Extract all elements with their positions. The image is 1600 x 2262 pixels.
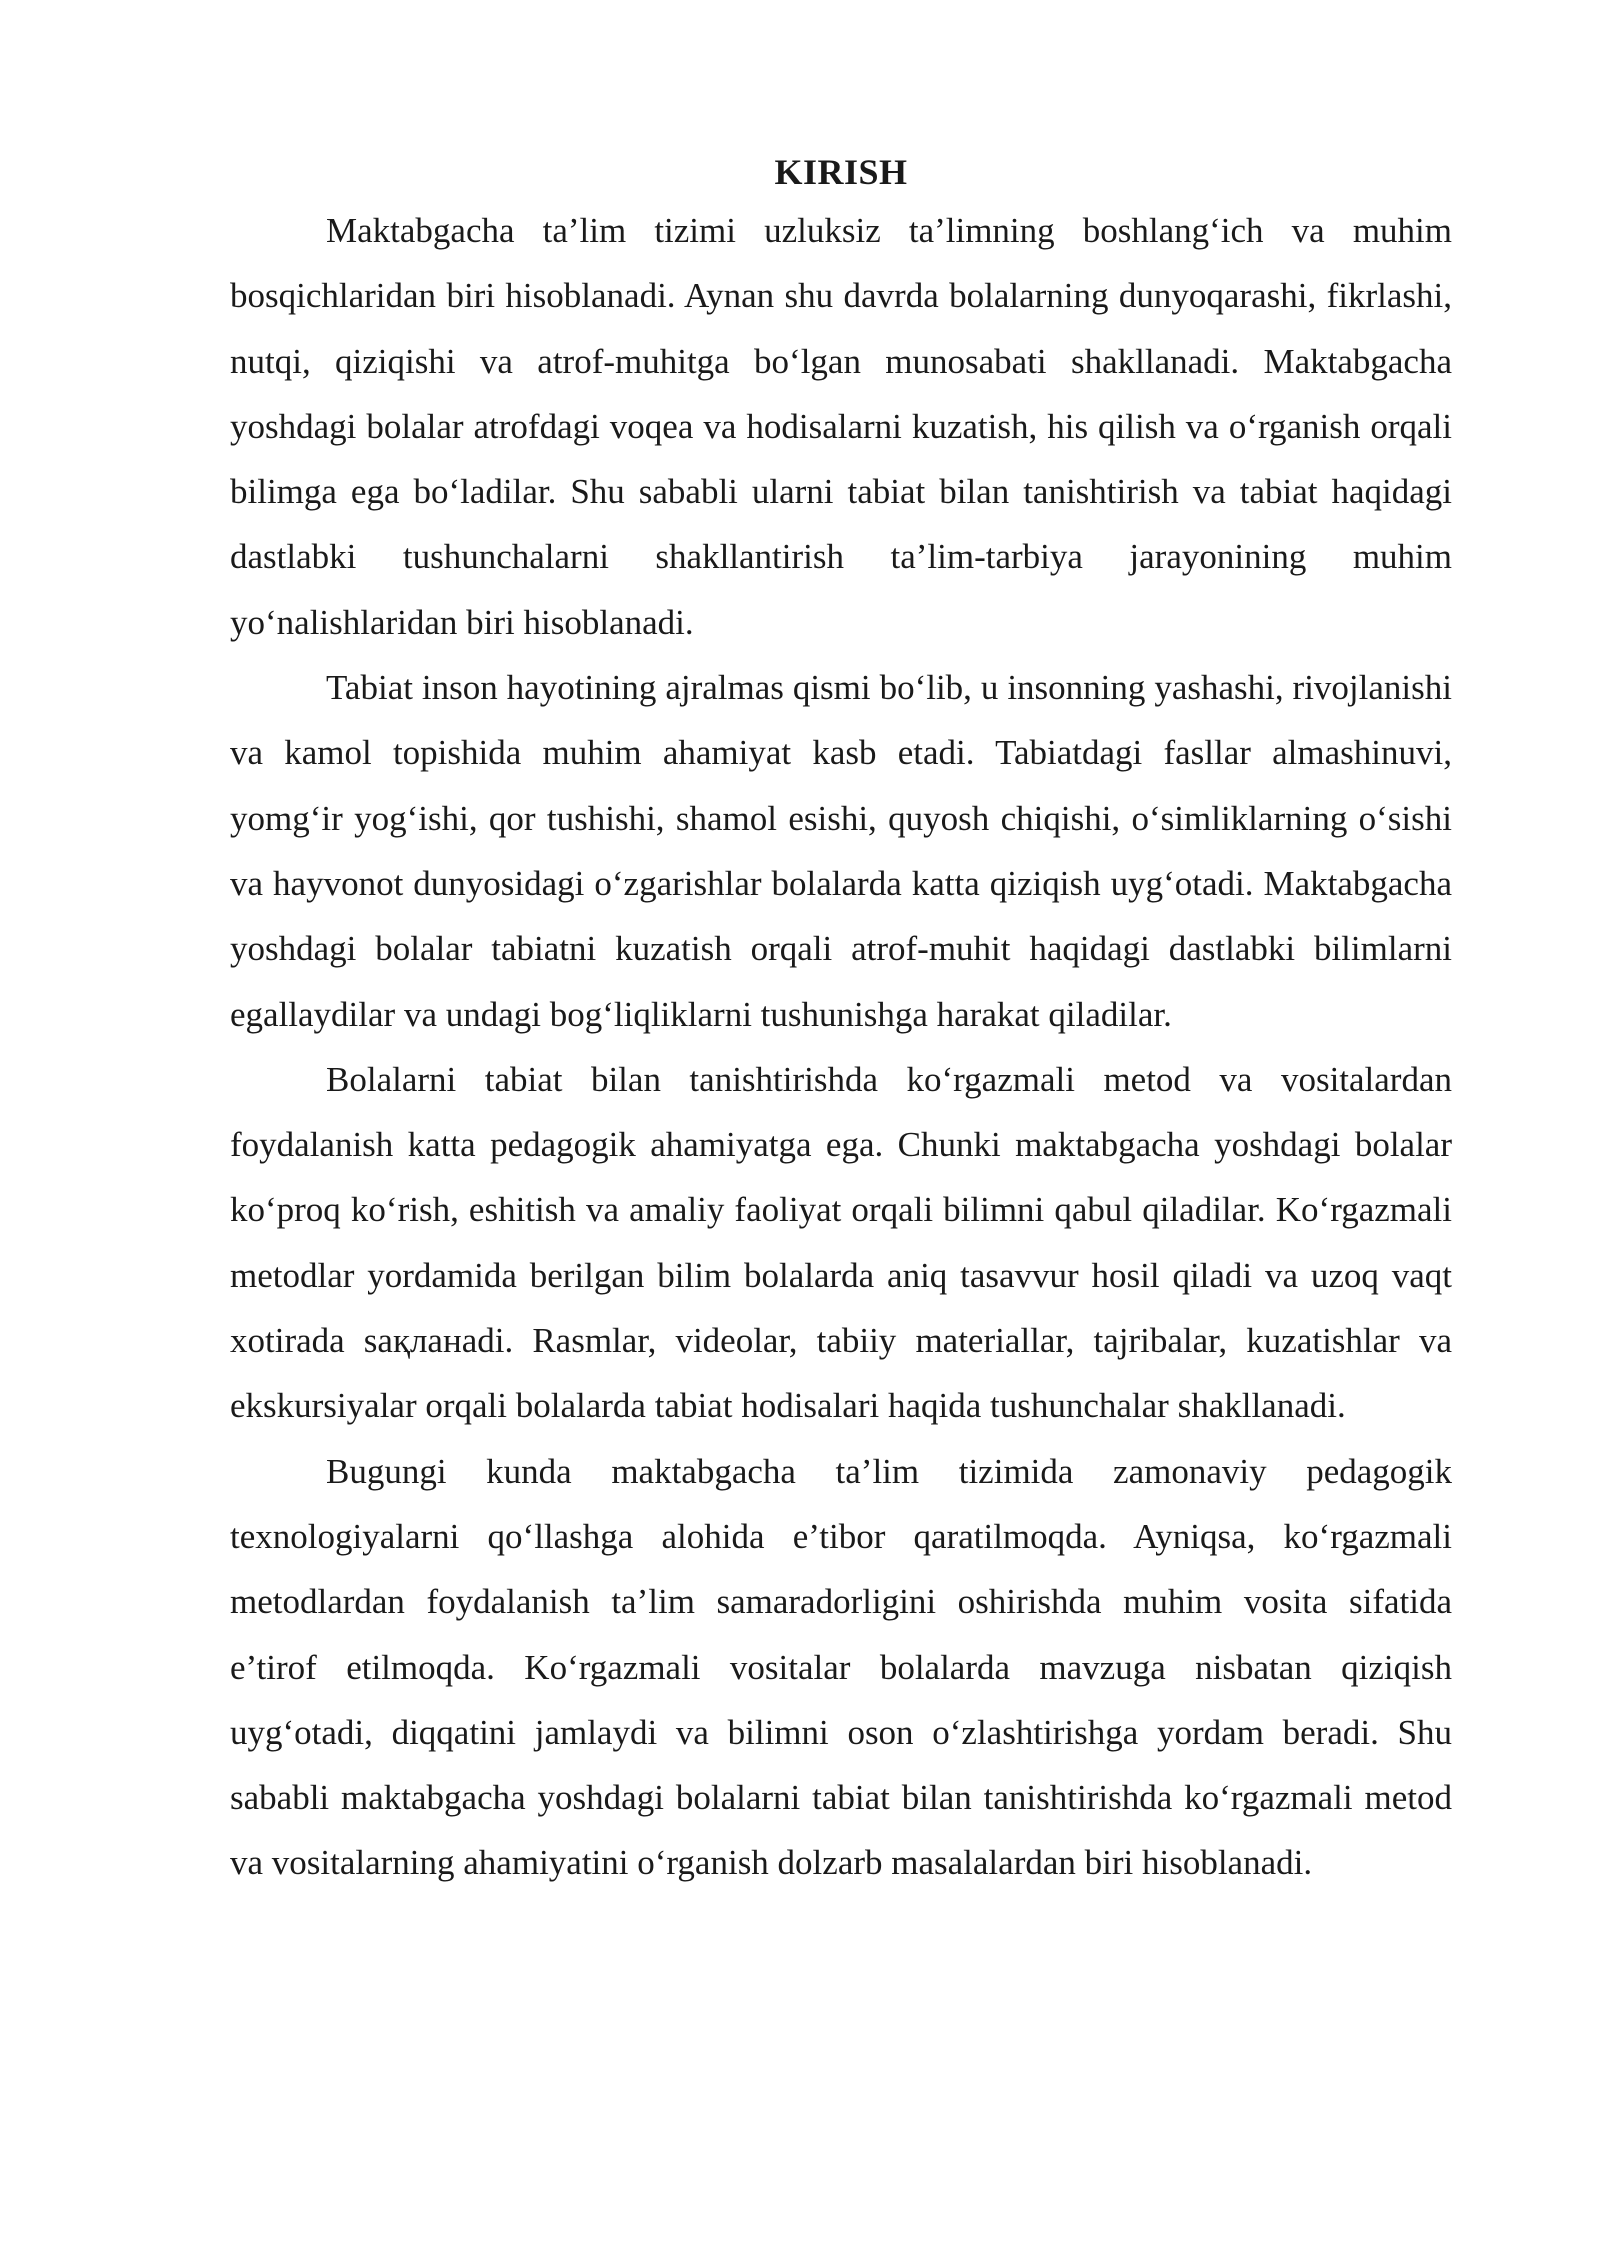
page-title: KIRISH [774,152,908,192]
paragraph-3: Bolalarni tabiat bilan tanishtirishda ko‘rgazmali metod va vositalardan foydalanish katta pedagogik ahamiyatga ega. Chunki maktabgacha yoshdagi bolalar ko‘proq ko‘rish, eshitish va amaliy faoliyat orqali bilimni qabul qiladilar. Ko‘rgazmali metodlar yordamida berilgan bilim bolalarda aniq tasavvur hosil qiladi va uzoq vaqt xotirada saқланadi. Rasmlar, videolar, tabiiy materiallar, tajribalar, kuzatishlar va ekskursiyalar orqali bolalarda tabiat hodisalari haqida tushunchalar shakllanadi. [230,1059,1452,1426]
paragraph-4: Bugungi kunda maktabgacha ta’lim tizimida zamonaviy pedagogik texnologiyalarni qo‘llashga alohida e’tibor qaratilmoqda. Ayniqsa, ko‘rgazmali metodlardan foydalanish ta’lim samaradorligini oshirishda muhim vosita sifatida e’tirof etilmoqda. Ko‘rgazmali vositalar bolalarda mavzuga nisbatan qiziqish uyg‘otadi, diqqatini jamlaydi va bilimni oson o‘zlashtirishga yordam beradi. Shu sababli maktabgacha yoshdagi bolalarni tabiat bilan tanishtirishda ko‘rgazmali metod va vositalarning ahamiyatini o‘rganish dolzarb masalalardan biri hisoblanadi. [230,1451,1452,1883]
paragraph-1: Maktabgacha ta’lim tizimi uzluksiz ta’limning boshlang‘ich va muhim bosqichlaridan biri hisoblanadi. Aynan shu davrda bolalarning dunyoqarashi, fikrlashi, nutqi, qiziqishi va atrof-muhitga bo‘lgan munosabati shakllanadi. Maktabgacha yoshdagi bolalar atrofdagi voqea va hodisalarni kuzatish, his qilish va o‘rganish orqali bilimga ega bo‘ladilar. Shu sababli ularni tabiat bilan tanishtirish va tabiat haqidagi dastlabki tushunchalarni shakllantirish ta’lim-tarbiya jarayonining muhim yo‘nalishlaridan biri hisoblanadi. [230,211,1452,642]
paragraph-2: Tabiat inson hayotining ajralmas qismi bo‘lib, u insonning yashashi, rivojlanishi va kamol topishida muhim ahamiyat kasb etadi. Tabiatdagi fasllar almashinuvi, yomg‘ir yog‘ishi, qor tushishi, shamol esishi, quyosh chiqishi, o‘simliklarning o‘sishi va hayvonot dunyosidagi o‘zgarishlar bolalarda katta qiziqish uyg‘otadi. Maktabgacha yoshdagi bolalar tabiatni kuzatish orqali atrof-muhit haqidagi dastlabki bilimlarni egallaydilar va undagi bog‘liqliklarni tushunishga harakat qiladilar. [230,668,1452,1034]
document-page [230,146,1452,1896]
